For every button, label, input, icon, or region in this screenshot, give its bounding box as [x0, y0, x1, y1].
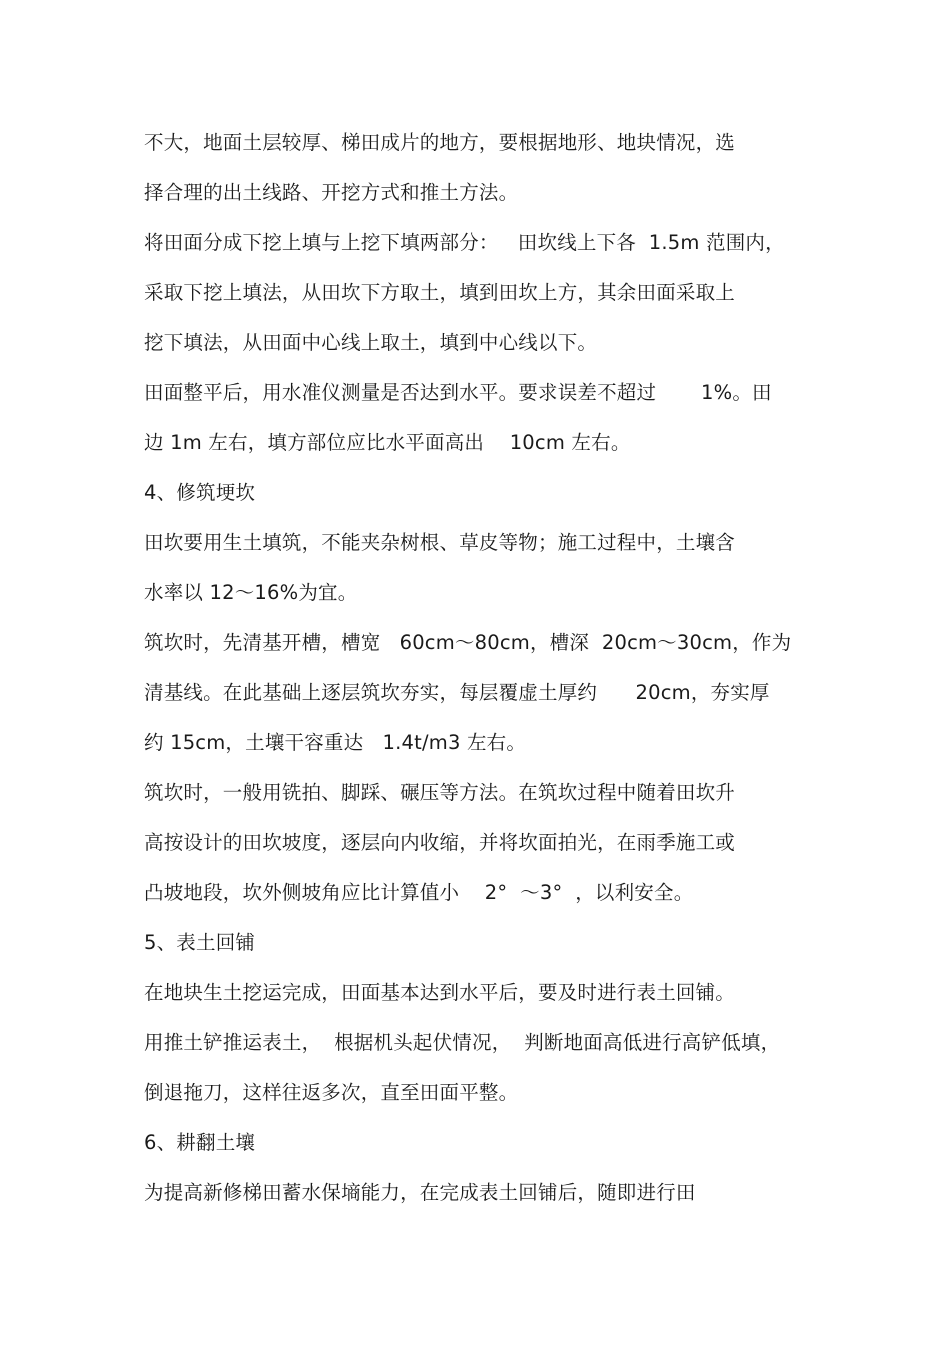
section-heading: 4、修筑埂坎 — [144, 481, 256, 504]
text-line: 边 1m 左右，填方部位应比水平面高出 10cm 左右。 — [144, 431, 631, 454]
text-line: 清基线。在此基础上逐层筑坎夯实，每层覆虚土厚约 20cm，夯实厚 — [144, 681, 770, 704]
text-line: 凸坡地段，坎外侧坡角应比计算值小 2° ～3° ，以利安全。 — [144, 881, 694, 904]
section-heading: 6、耕翻土壤 — [144, 1131, 256, 1154]
text-line: 将田面分成下挖上填与上挖下填两部分： 田坎线上下各 1.5m 范围内， — [144, 231, 785, 254]
text-line: 采取下挖上填法，从田坎下方取土，填到田坎上方，其余田面采取上 — [144, 281, 736, 304]
text-line: 在地块生土挖运完成，田面基本达到水平后，要及时进行表土回铺。 — [144, 981, 736, 1004]
text-line: 水率以 12～16%为宜。 — [144, 581, 358, 604]
text-line: 田面整平后，用水准仪测量是否达到水平。要求误差不超过 1%。田 — [144, 381, 772, 404]
section-heading: 5、表土回铺 — [144, 931, 256, 954]
text-line: 挖下填法，从田面中心线上取土，填到中心线以下。 — [144, 331, 598, 354]
text-line: 不大，地面土层较厚、梯田成片的地方，要根据地形、地块情况，选 — [144, 131, 736, 154]
text-line: 田坎要用生土填筑，不能夹杂树根、草皮等物；施工过程中，土壤含 — [144, 531, 736, 554]
text-line: 倒退拖刀，这样往返多次，直至田面平整。 — [144, 1081, 519, 1104]
text-line: 择合理的出土线路、开挖方式和推土方法。 — [144, 181, 519, 204]
text-line: 约 15cm，土壤干容重达 1.4t/m3 左右。 — [144, 731, 527, 754]
text-line: 为提高新修梯田蓄水保墒能力，在完成表土回铺后，随即进行田 — [144, 1181, 696, 1204]
text-line: 筑坎时，一般用铣拍、脚踩、碾压等方法。在筑坎过程中随着田坎升 — [144, 781, 736, 804]
text-line: 用推土铲推运表土， 根据机头起伏情况， 判断地面高低进行高铲低填， — [144, 1031, 781, 1054]
text-line: 高按设计的田坎坡度，逐层向内收缩，并将坎面拍光，在雨季施工或 — [144, 831, 736, 854]
text-line: 筑坎时，先清基开槽，槽宽 60cm～80cm，槽深 20cm～30cm，作为 — [144, 631, 792, 654]
